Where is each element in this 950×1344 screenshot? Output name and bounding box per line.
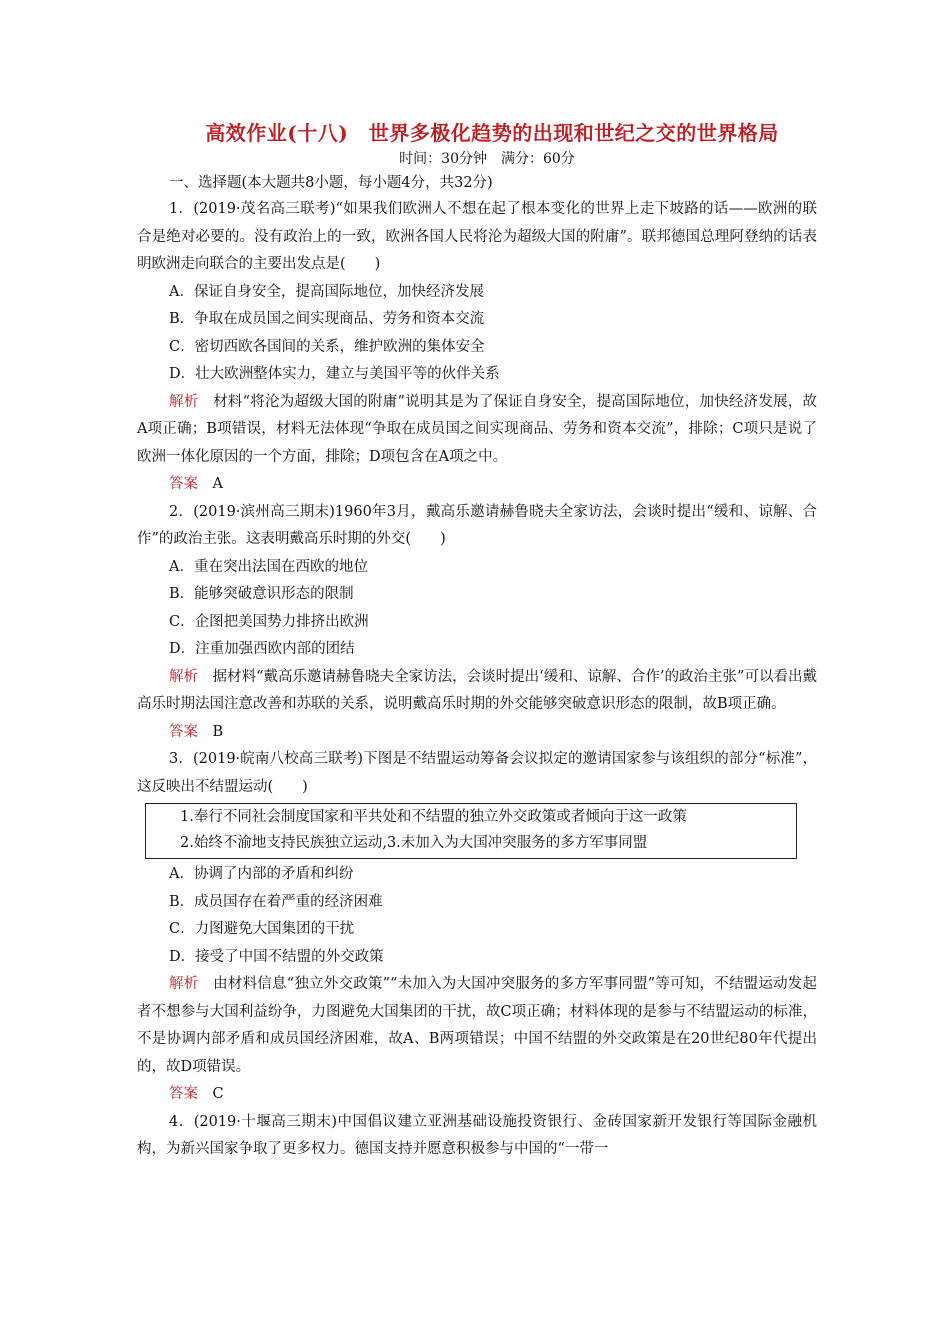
analysis-label: 解析 bbox=[169, 393, 199, 410]
question-3-option-b: B．成员国存在着严重的经济困难 bbox=[169, 893, 383, 910]
answer-value: A bbox=[212, 476, 223, 492]
criteria-line-1: 1.奉行不同社会制度国家和平共处和不结盟的独立外交政策或者倾向于这一政策 bbox=[180, 809, 687, 825]
answer-label: 答案 bbox=[169, 723, 198, 740]
answer-value: C bbox=[212, 1086, 224, 1102]
question-2-option-b: B．能够突破意识形态的限制 bbox=[169, 586, 354, 602]
question-2-answer bbox=[137, 719, 817, 747]
answer-value: B bbox=[212, 723, 224, 740]
question-2-stem: 2．(2019·滨州高三期末)1960年3月，戴高乐邀请赫鲁晓夫全家访法，会谈时提出“缓和、谅解、合作”的政治主张。这表明戴高乐时期的外交( ) bbox=[137, 503, 817, 547]
answer-label: 答案 bbox=[169, 476, 198, 492]
analysis-text: 由材料信息“独立外交政策”“未加入为大国冲突服务的多方军事同盟”等可知，不结盟运动发起者不想参与大国利益纷争，力图避免大国集团的干扰，故C项正确；材料体现的是参与不结盟运动的标准，不是协调内部矛盾和成员国经济困难，故A、B两项错误；中国不结盟的外交政策是在20世纪80年代提出的，故D项错误。 bbox=[137, 976, 818, 1075]
question-1-answer bbox=[137, 471, 817, 499]
question-3-option-d: D．接受了中国不结盟的外交政策 bbox=[169, 948, 384, 965]
question-4-stem: 4．(2019·十堰高三期末)中国倡议建立亚洲基础设施投资银行、金砖国家新开发银行等国际金融机构，为新兴国家争取了更多权力。德国支持并愿意积极参与中国的“一带一 bbox=[137, 1113, 817, 1157]
question-1-stem: 1．(2019·茂名高三联考)“如果我们欧洲人不想在起了根本变化的世界上走下坡路的话——欧洲的联合是绝对必要的。没有政治上的一致，欧洲各国人民将沦为超级大国的附庸”。联邦德国总理阿登纳的话表明欧洲走向联合的主要出发点是( ) bbox=[137, 201, 817, 272]
analysis-text: 据材料“戴高乐邀请赫鲁晓夫全家访法，会谈时提出‘缓和、谅解、合作’的政治主张”可以看出戴高乐时期法国注意改善和苏联的关系，说明戴高乐时期的外交能够突破意识形态的限制，故B项正确。 bbox=[137, 668, 818, 712]
question-3-stem: 3．(2019·皖南八校高三联考)下图是不结盟运动筹备会议拟定的邀请国家参与该组织的部分“标准”，这反映出不结盟运动( ) bbox=[137, 751, 817, 795]
document-page bbox=[137, 118, 817, 1164]
analysis-label: 解析 bbox=[169, 976, 199, 992]
criteria-box bbox=[145, 803, 797, 859]
question-1-analysis bbox=[137, 389, 817, 472]
question-3-option-c: C．力图避免大国集团的干扰 bbox=[169, 921, 355, 937]
question-3-answer bbox=[137, 1081, 817, 1109]
question-1-option-b: B．争取在成员国之间实现商品、劳务和资本交流 bbox=[169, 311, 485, 327]
question-3-option-a: A．协调了内部的矛盾和纠纷 bbox=[169, 866, 354, 882]
analysis-text: 材料“将沦为超级大国的附庸”说明其是为了保证自身安全，提高国际地位，加快经济发展，故A项正确；B项错误，材料无法体现“争取在成员国之间实现商品、劳务和资本交流”，排除；C项只是说了欧洲一体化原因的一个方面，排除；D项包含在A项之中。 bbox=[137, 393, 818, 465]
answer-label: 答案 bbox=[169, 1086, 198, 1102]
question-2-option-a: A．重在突出法国在西欧的地位 bbox=[169, 558, 368, 575]
page-title: 高效作业(十八) 世界多极化趋势的出现和世纪之交的世界格局 bbox=[205, 121, 779, 145]
question-2-option-d: D．注重加强西欧内部的团结 bbox=[169, 641, 355, 657]
question-2-option-c: C．企图把美国势力排挤出欧洲 bbox=[169, 613, 369, 630]
question-1-option-d: D．壮大欧洲整体实力，建立与美国平等的伙伴关系 bbox=[169, 366, 500, 382]
section-heading: 一、选择题(本大题共8小题，每小题4分，共32分) bbox=[169, 175, 493, 191]
time-score-info: 时间：30分钟 满分：60分 bbox=[399, 151, 575, 167]
question-2-analysis bbox=[137, 664, 817, 719]
criteria-line-2: 2.始终不渝地支持民族独立运动,3.未加入为大国冲突服务的多方军事同盟 bbox=[180, 835, 648, 851]
analysis-label: 解析 bbox=[169, 668, 199, 685]
question-1-option-a: A．保证自身安全，提高国际地位，加快经济发展 bbox=[169, 283, 484, 300]
question-3-analysis bbox=[137, 971, 817, 1081]
question-1-option-c: C．密切西欧各国间的关系，维护欧洲的集体安全 bbox=[169, 338, 485, 355]
